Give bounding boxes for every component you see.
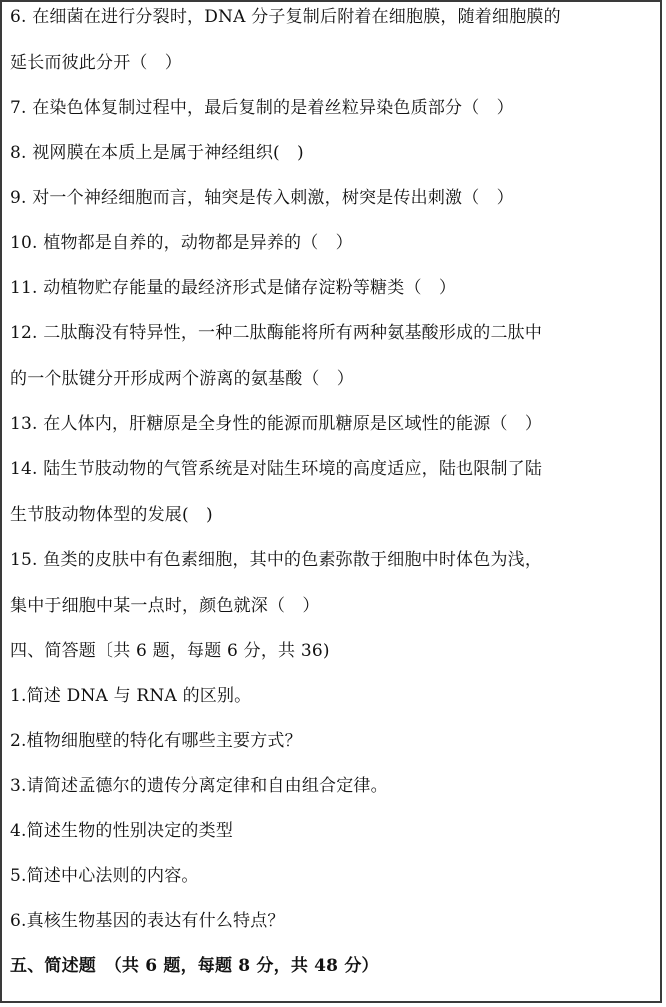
short-answer-5: 5.简述中心法则的内容。	[10, 866, 199, 886]
section-4-heading: 四、简答题〔共 6 题，每题 6 分，共 36)	[10, 641, 330, 661]
question-11: 11. 动植物贮存能量的最经济形式是储存淀粉等糖类（ ）	[10, 278, 457, 298]
question-14-line-1: 14. 陆生节肢动物的气管系统是对陆生环境的高度适应，陆也限制了陆	[10, 459, 543, 479]
question-10: 10. 植物都是自养的，动物都是异养的（ ）	[10, 233, 353, 253]
section-5-heading: 五、简述题 （共 6 题，每题 8 分，共 48 分）	[10, 956, 379, 976]
question-12-line-1: 12. 二肽酶没有特异性，一种二肽酶能将所有两种氨基酸形成的二肽中	[10, 323, 543, 343]
question-14-line-2: 生节肢动物体型的发展( )	[10, 505, 213, 525]
short-answer-1: 1.简述 DNA 与 RNA 的区别。	[10, 686, 252, 706]
question-8: 8. 视网膜在本质上是属于神经组织( )	[10, 143, 304, 163]
question-6-line-1: 6. 在细菌在进行分裂时，DNA 分子复制后附着在细胞膜，随着细胞膜的	[10, 7, 561, 27]
question-15-line-2: 集中于细胞中某一点时，颜色就深（ ）	[10, 596, 320, 616]
question-12-line-2: 的一个肽键分开形成两个游离的氨基酸（ ）	[10, 369, 354, 389]
question-15-line-1: 15. 鱼类的皮肤中有色素细胞，其中的色素弥散于细胞中时体色为浅，	[10, 550, 543, 570]
short-answer-4: 4.简述生物的性别决定的类型	[10, 821, 234, 841]
question-6-line-2: 延长而彼此分开（ ）	[10, 53, 182, 73]
short-answer-6: 6.真核生物基因的表达有什么特点？	[10, 911, 285, 931]
short-answer-3: 3.请简述孟德尔的遗传分离定律和自由组合定律。	[10, 776, 388, 796]
question-9: 9. 对一个神经细胞而言，轴突是传入刺激，树突是传出刺激（ ）	[10, 188, 514, 208]
short-answer-2: 2.植物细胞壁的特化有哪些主要方式？	[10, 731, 302, 751]
question-7: 7. 在染色体复制过程中，最后复制的是着丝粒异染色质部分（ ）	[10, 98, 514, 118]
question-13: 13. 在人体内，肝糖原是全身性的能源而肌糖原是区域性的能源（ ）	[10, 414, 543, 434]
